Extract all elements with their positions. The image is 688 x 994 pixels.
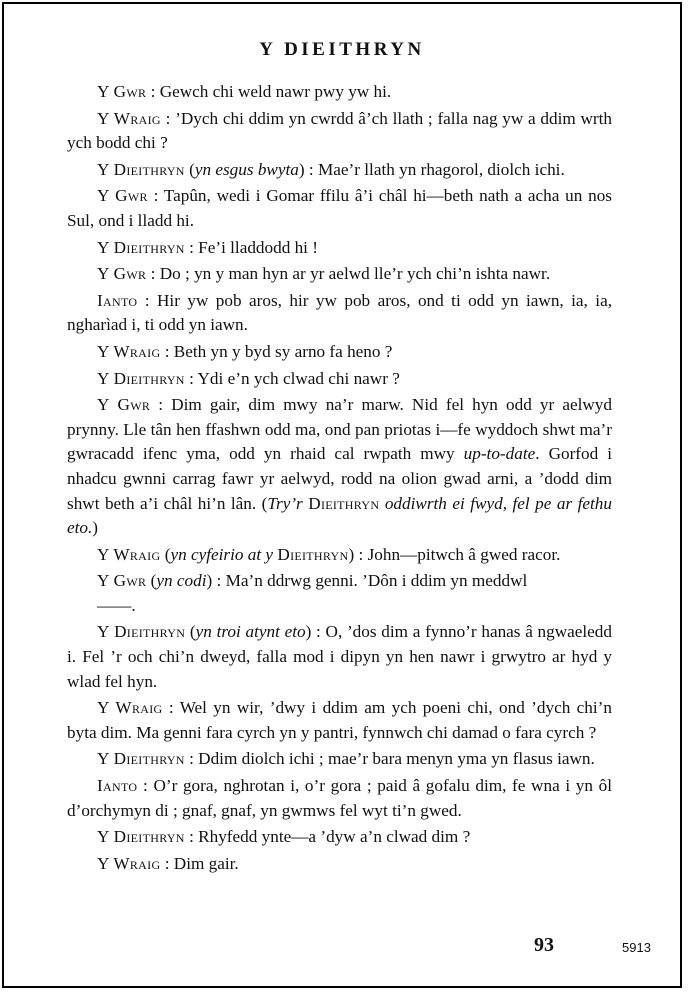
dialogue-line: Y Wraig : Wel yn wir, ’dwy i ddim am ych poeni chi, ond ’dych chi’n byta dim. Ma genni fara cyrch yn y pantri, fynnwch chi damad o fara cyrch ? — [67, 698, 612, 742]
dialogue-line: Y Wraig : ’Dych chi ddim yn cwrdd â’ch llath ; falla nag yw a ddim wrth ych bodd chi ? — [67, 108, 613, 153]
book-page — [2, 2, 682, 988]
stage-direction: Try’r — [267, 493, 303, 513]
dialogue-line: Y Wraig : Dim gair. — [97, 853, 239, 873]
speech-text: Dim gair. — [173, 853, 239, 873]
reference-number: 5913 — [622, 940, 651, 955]
speech-text: John—pitwch â gwed racor. — [367, 544, 561, 564]
speech-text: ’Dych chi ddim yn cwrdd â’ch llath ; falla nag yw a ddim wrth ych bodd chi ? — [67, 108, 613, 153]
speech-text: O, ’dos dim a fynno’r hanas â ngwaeledd i. Fel ’r och chi’n dweyd, falla mod i dipyn yn hen nawr i grwytro ar hyd y wlad fel hyn. — [67, 622, 612, 691]
stage-speaker-name: Dieithryn — [277, 544, 349, 564]
speech-text: Beth yn y byd sy arno fa heno ? — [173, 341, 393, 361]
dialogue-line: Y Dieithryn : Ydi e’n ych clwad chi nawr ? — [97, 368, 400, 388]
speaker-name: Y Dieithryn — [97, 827, 185, 847]
dialogue-line: Y Gwr : Do ; yn y man hyn ar yr aelwd lle’r ych chi’n ishta nawr. — [97, 264, 551, 284]
stage-direction: yn esgus bwyta — [194, 159, 299, 179]
speech-text: Dim gair, dim mwy na’r marw. Nid fel hyn odd yr aelwyd prynny. Lle tân hen ffashwn odd ma, ond pan priotas i—fe wyddoch shwt ma’r gwracadd ifenc yma, odd yn rhaid cal rwpath mwy — [67, 395, 612, 464]
speaker-name: Y Wraig — [97, 698, 163, 718]
dialogue-line: Y Gwr : Gewch chi weld nawr pwy yw hi. — [97, 82, 392, 101]
speech-dash: ——. — [97, 595, 136, 615]
stage-direction: yn troi atynt eto — [195, 622, 306, 642]
speaker-name: Y Gwr — [97, 186, 148, 206]
speaker-name: Y Gwr — [97, 571, 147, 591]
speaker-name: Y Dieithryn — [97, 237, 185, 257]
dialogue-line: Y Gwr : Tapûn, wedi i Gomar ffilu â’i châl hi—beth nath a acha un nos Sul, ond i lladd hi. — [67, 186, 612, 230]
stage-direction: yn cyfeirio at y — [170, 544, 274, 564]
dialogue-line: Y Wraig : Beth yn y byd sy arno fa heno ? — [97, 341, 393, 361]
speaker-name: Y Dieithryn — [97, 622, 186, 642]
dialogue-line: Ianto : O’r gora, nghrotan i, o’r gora ; paid â gofalu dim, fe wna i yn ôl d’orchymyn di ; gnaf, gnaf, yn gwmws fel wyt ti’n gwed. — [67, 776, 612, 820]
stage-direction: oddiwrth ei fwyd, fel pe ar fethu eto. — [67, 493, 612, 538]
dialogue-line: Y Gwr : Dim gair, dim mwy na’r marw. Nid fel hyn odd yr aelwyd prynny. Lle tân hen ffashwn odd ma, ond pan priotas i—fe wyddoch shwt ma’r gwracadd ifenc yma, odd yn rhaid cal rwpath mwy up-to-date. Gorfod i nhadcu gwnni carrag fawr yr aelwyd, rodd na olion gwad arni, a ’dodd dim shwt beth a’i châl hi’n lân. (Try’r Dieithryn oddiwrth ei fwyd, fel pe ar fethu eto.) — [67, 395, 612, 538]
dialogue-line: Y Dieithryn : Ddim diolch ichi ; mae’r bara menyn yma yn flasus iawn. — [97, 749, 595, 769]
speech-text: Do ; yn y man hyn ar yr aelwd lle’r ych chi’n ishta nawr. — [159, 264, 551, 284]
speech-text: . Gorfod i nhadcu gwnni carrag fawr yr aelwyd, rodd na olion gwad arni, a ’dodd dim shwt beth a’i châl hi’n lân. ( — [67, 444, 612, 513]
speech-text: Ddim diolch ichi ; mae’r bara menyn yma yn flasus iawn. — [198, 749, 595, 769]
speech-text: Ydi e’n ych clwad chi nawr ? — [197, 368, 400, 388]
dialogue-line: Y Wraig (yn cyfeirio at y Dieithryn) : John—pitwch â gwed racor. — [97, 544, 561, 564]
speaker-name: Y Dieithryn — [97, 368, 185, 388]
dialogue-line: Y Dieithryn : Fe’i lladdodd hi ! — [97, 237, 318, 257]
dialogue-line: Y Dieithryn : Rhyfedd ynte—a ’dyw a’n clwad dim ? — [97, 827, 471, 847]
play-dialogue — [67, 80, 612, 876]
dialogue-line: Ianto : Hir yw pob aros, hir yw pob aros, ond ti odd yn iawn, ia, ia, ngharìad i, ti odd yn iawn. — [67, 290, 612, 335]
speech-text: Wel yn wir, ’dwy i ddim am ych poeni chi, ond ’dych chi’n byta dim. Ma genni fara cyrch yn y pantri, fynnwch chi damad o fara cyrch ? — [67, 698, 612, 742]
speech-text: Rhyfedd ynte—a ’dyw a’n clwad dim ? — [198, 827, 471, 847]
speaker-name: Y Wraig — [97, 108, 161, 128]
speaker-name: Y Wraig — [97, 544, 161, 564]
speech-text: Hir yw pob aros, hir yw pob aros, ond ti odd yn iawn, ia, ia, ngharìad i, ti odd yn iawn. — [67, 290, 612, 335]
speaker-name: Y Wraig — [97, 341, 161, 361]
page-number: 93 — [534, 934, 554, 956]
stage-direction: yn codi — [156, 571, 207, 591]
italic-term: up-to-date — [463, 444, 536, 464]
dialogue-line: Y Dieithryn (yn troi atynt eto) : O, ’dos dim a fynno’r hanas â ngwaeledd i. Fel ’r och chi’n dweyd, falla mod i dipyn yn hen nawr i grwytro ar hyd y wlad fel hyn. — [67, 622, 612, 691]
speaker-name: Ianto — [97, 290, 138, 310]
speaker-name: Y Gwr — [97, 264, 147, 284]
speaker-name: Y Dieithryn — [97, 749, 185, 769]
speech-text: Tapûn, wedi i Gomar ffilu â’i châl hi—beth nath a acha un nos Sul, ond i lladd hi. — [67, 186, 612, 230]
speaker-name: Y Gwr — [97, 82, 147, 101]
speaker-name: Y Gwr — [97, 395, 151, 415]
speech-text: Gewch chi weld nawr pwy yw hi. — [159, 82, 392, 101]
page-heading: Y DIEITHRYN — [259, 39, 425, 60]
dialogue-line: Y Dieithryn (yn esgus bwyta) : Mae’r llath yn rhagorol, diolch ichi. — [97, 159, 565, 179]
speech-text: Ma’n ddrwg genni. ’Dôn i ddim yn meddwl — [225, 571, 528, 591]
speech-text: O’r gora, nghrotan i, o’r gora ; paid â gofalu dim, fe wna i yn ôl d’orchymyn di ; gnaf, gnaf, yn gwmws fel wyt ti’n gwed. — [67, 776, 612, 820]
stage-speaker-name: Dieithryn — [308, 493, 380, 513]
dialogue-line: Y Gwr (yn codi) : Ma’n ddrwg genni. ’Dôn i ddim yn meddwl ——. — [67, 569, 612, 618]
speaker-name: Ianto — [97, 776, 138, 796]
speaker-name: Y Dieithryn — [97, 159, 185, 179]
speaker-name: Y Wraig — [97, 853, 161, 873]
speech-text: Fe’i lladdodd hi ! — [198, 237, 318, 257]
speech-text: Mae’r llath yn rhagorol, diolch ichi. — [317, 159, 565, 179]
